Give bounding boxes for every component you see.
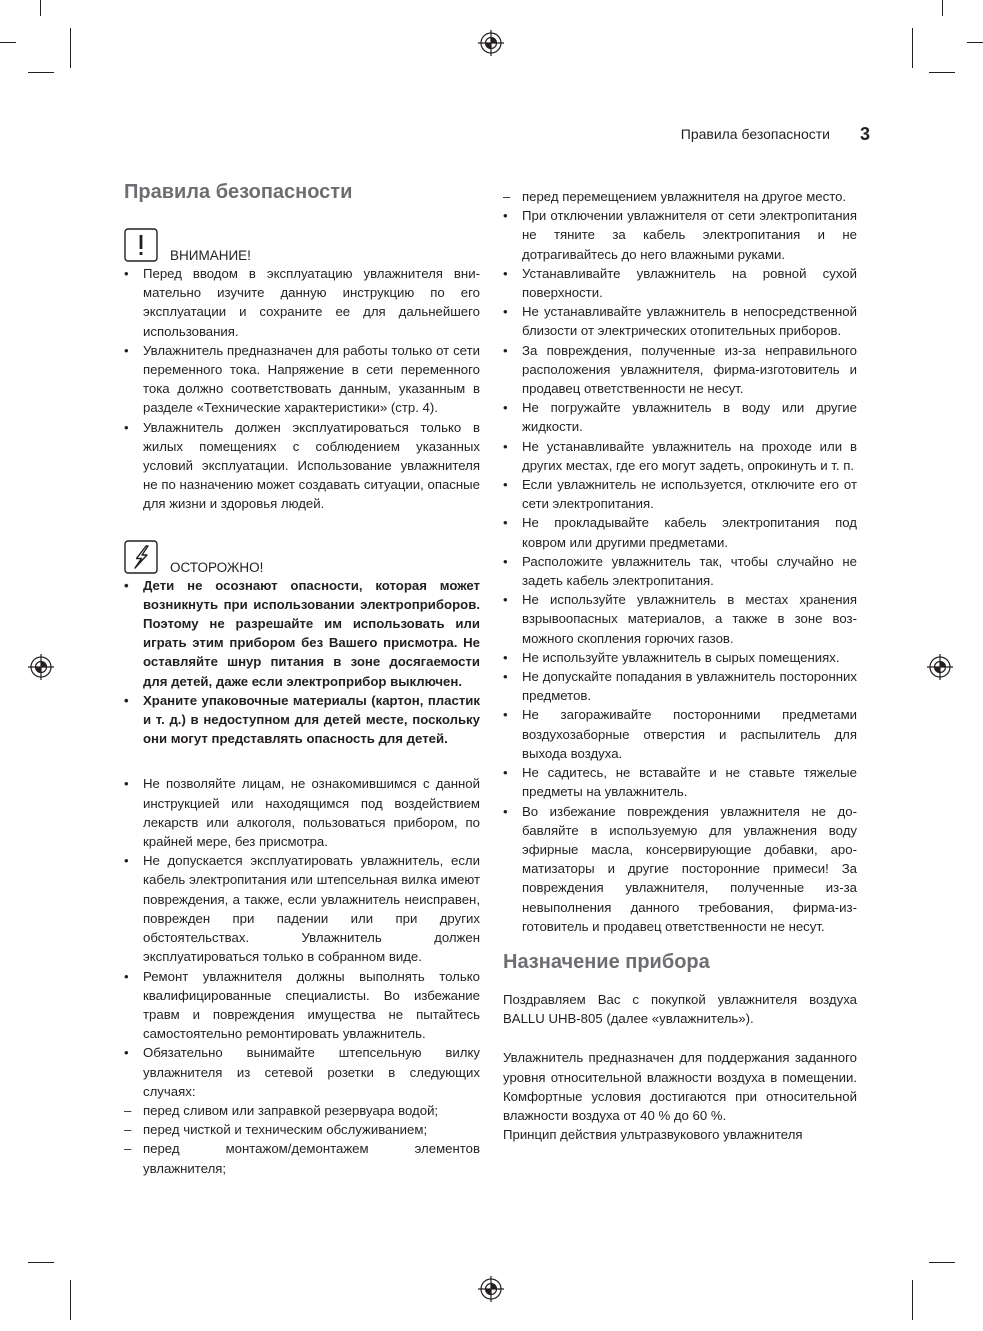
dash-item: – перед перемещением увлажнителя на другое место. xyxy=(503,187,857,206)
list-item: • Расположите увлажнитель так, чтобы случайно не задеть кабель электропитания. xyxy=(503,552,857,590)
crop-mark xyxy=(40,0,41,16)
crop-mark xyxy=(28,1262,54,1263)
list-item: • Увлажнитель должен эксплуатироваться только в жилых помещениях с соблюдением указанных условий эксплуатации. Использование увлажнителя не по назначению может создавать ситуации, опасные для жизни и здоровья людей. xyxy=(124,418,480,514)
list-item: • За повреждения, полученные из-за неправильного расположения увлажнителя, фирма-изготовитель и продавец ответственности не несут. xyxy=(503,341,857,399)
running-header-title: Правила безопасности xyxy=(680,126,830,142)
crop-mark xyxy=(0,42,16,43)
dash-item: – перед чисткой и техническим обслуживанием; xyxy=(124,1120,480,1139)
principle-paragraph: Принцип действия ультразвукового увлажнителя xyxy=(503,1127,803,1143)
crop-mark xyxy=(929,72,955,73)
list-item: • Не допускайте попадания в увлажнитель посторонних предметов. xyxy=(503,667,857,705)
list-item: • Храните упаковочные материалы (картон, пластик и т. д.) в недоступном для детей месте, поскольку они могут представлять опасность для детей. xyxy=(124,691,480,749)
intro-paragraph: Поздравляем Вас с покупкой увлажнителя воздуха BALLU UHB-805 (далее «увлажнитель»). xyxy=(503,991,857,1027)
crop-mark xyxy=(929,1262,955,1263)
list-item: • Не допускается эксплуатировать увлажнитель, если кабель электропитания или штепсельная вилка имеют повреждения, а также, если увлажнитель неисправен, поврежден при падении или при других обстоятельствах. Увлажнитель должен эксплуатироваться только в собранном виде. xyxy=(124,851,480,966)
registration-mark-icon xyxy=(927,654,953,680)
attention-label: ВНИМАНИЕ! xyxy=(170,248,251,263)
left-column xyxy=(124,178,480,1178)
attention-notice xyxy=(124,228,480,262)
list-item: • Не используйте увлажнитель в сырых помещениях. xyxy=(503,648,857,667)
electric-shock-icon xyxy=(124,540,158,574)
purpose-paragraph: Увлажнитель предназначен для поддержания заданного уровня относительной влажности воздуха в помещении. Комфортные условия достигаются при относительной влажности воздуха от 40 % до 60 %. xyxy=(503,1050,857,1123)
crop-mark xyxy=(70,1280,71,1320)
list-item: • Если увлажнитель не используется, отключите его от сети электропитания. xyxy=(503,475,857,513)
registration-mark-icon xyxy=(28,654,54,680)
list-item: • Не садитесь, не вставайте и не ставьте тяжелые предметы на увлажнитель. xyxy=(503,763,857,801)
list-item: • Устанавливайте увлажнитель на ровной сухой поверхности. xyxy=(503,264,857,302)
crop-mark xyxy=(942,0,943,16)
dash-item: – перед сливом или заправкой резервуара водой; xyxy=(124,1101,480,1120)
crop-mark xyxy=(912,28,913,68)
list-item: • Перед вводом в эксплуатацию увлажнителя внимательно изучите данную инструкцию по его эксплуатации и сохраните ее для дальнейшего использования. xyxy=(124,264,480,341)
list-item: • Не позволяйте лицам, не ознакомившимся с данной инструкцией или находящимся под воздействием лекарств или алкоголя, пользоваться прибором, по крайней мере, без присмотра. xyxy=(124,774,480,851)
registration-mark-icon xyxy=(478,30,504,56)
exclamation-warning-icon xyxy=(124,228,158,262)
list-item: • Дети не осознают опасности, которая может возникнуть при использовании электроприборов. Поэтому не разрешайте им использовать или играть этим прибором без Вашего присмотра. Не оставляйте шнур питания в зоне досягаемости для детей, даже если электроприбор выключен. xyxy=(124,576,480,691)
crop-mark xyxy=(28,72,54,73)
right-column xyxy=(503,187,857,1144)
crop-mark xyxy=(967,42,983,43)
list-item: • Во избежание повреждения увлажнителя не добавляйте в используемую для увлажнения воду эфирные масла, консервирующие добавки, ароматизаторы и другие посторонние примеси! За повреждения увлажнителя, полученные из-за невыполнения данного требования, фирма-изготовитель и продавец ответственности не несут. xyxy=(503,802,857,936)
list-item: • Увлажнитель предназначен для работы только от сети переменного тока. Напряжение в сети переменного тока должно соответствовать данным, указанным в разделе «Технические характеристики» (стр. 4). xyxy=(124,341,480,418)
registration-mark-icon xyxy=(478,1276,504,1302)
section-heading: Правила безопасности xyxy=(124,181,353,203)
page-number: 3 xyxy=(859,124,870,144)
caution-list xyxy=(124,576,480,749)
crop-mark xyxy=(912,1280,913,1320)
list-item: • Не погружайте увлажнитель в воду или другие жидкости. xyxy=(503,398,857,436)
list-item: • Обязательно вынимайте штепсельную вилку увлажнителя из сетевой розетки в следующих случаях: xyxy=(124,1043,480,1101)
list-item: • Не прокладывайте кабель электропитания под ковром или другими предметами. xyxy=(503,513,857,551)
purpose-heading: Назначение прибора xyxy=(503,950,710,973)
dash-item: – перед монтажом/демонтажем элементов увлажнителя; xyxy=(124,1139,480,1177)
list-item: • Ремонт увлажнителя должны выполнять только квалифицированные специалисты. Во избежание травм и повреждения имущества не пытайтесь самостоятельно ремонтировать увлажнитель. xyxy=(124,967,480,1044)
list-item: • Не устанавливайте увлажнитель на проходе или в других местах, где его могут задеть, опрокинуть и т. п. xyxy=(503,437,857,475)
list-item: • При отключении увлажнителя от сети электропитания не тяните за кабель электропитания и не дотрагивайтесь до него влажными руками. xyxy=(503,206,857,264)
list-item: • Не используйте увлажнитель в местах хранения взрывоопасных материалов, а также в зоне возможного скопления горючих газов. xyxy=(503,590,857,648)
list-item: • Не устанавливайте увлажнитель в непосредственной близости от электрических отопительных приборов. xyxy=(503,302,857,340)
safety-list-continued xyxy=(503,187,857,936)
general-list xyxy=(124,774,480,1177)
running-header xyxy=(640,124,870,146)
attention-list xyxy=(124,264,480,514)
caution-label: ОСТОРОЖНО! xyxy=(170,559,264,575)
crop-mark xyxy=(70,28,71,68)
list-item: • Не загораживайте посторонними предметами воздухозаборные отверстия и распылитель для выхода воздуха. xyxy=(503,705,857,763)
caution-notice xyxy=(124,540,480,574)
